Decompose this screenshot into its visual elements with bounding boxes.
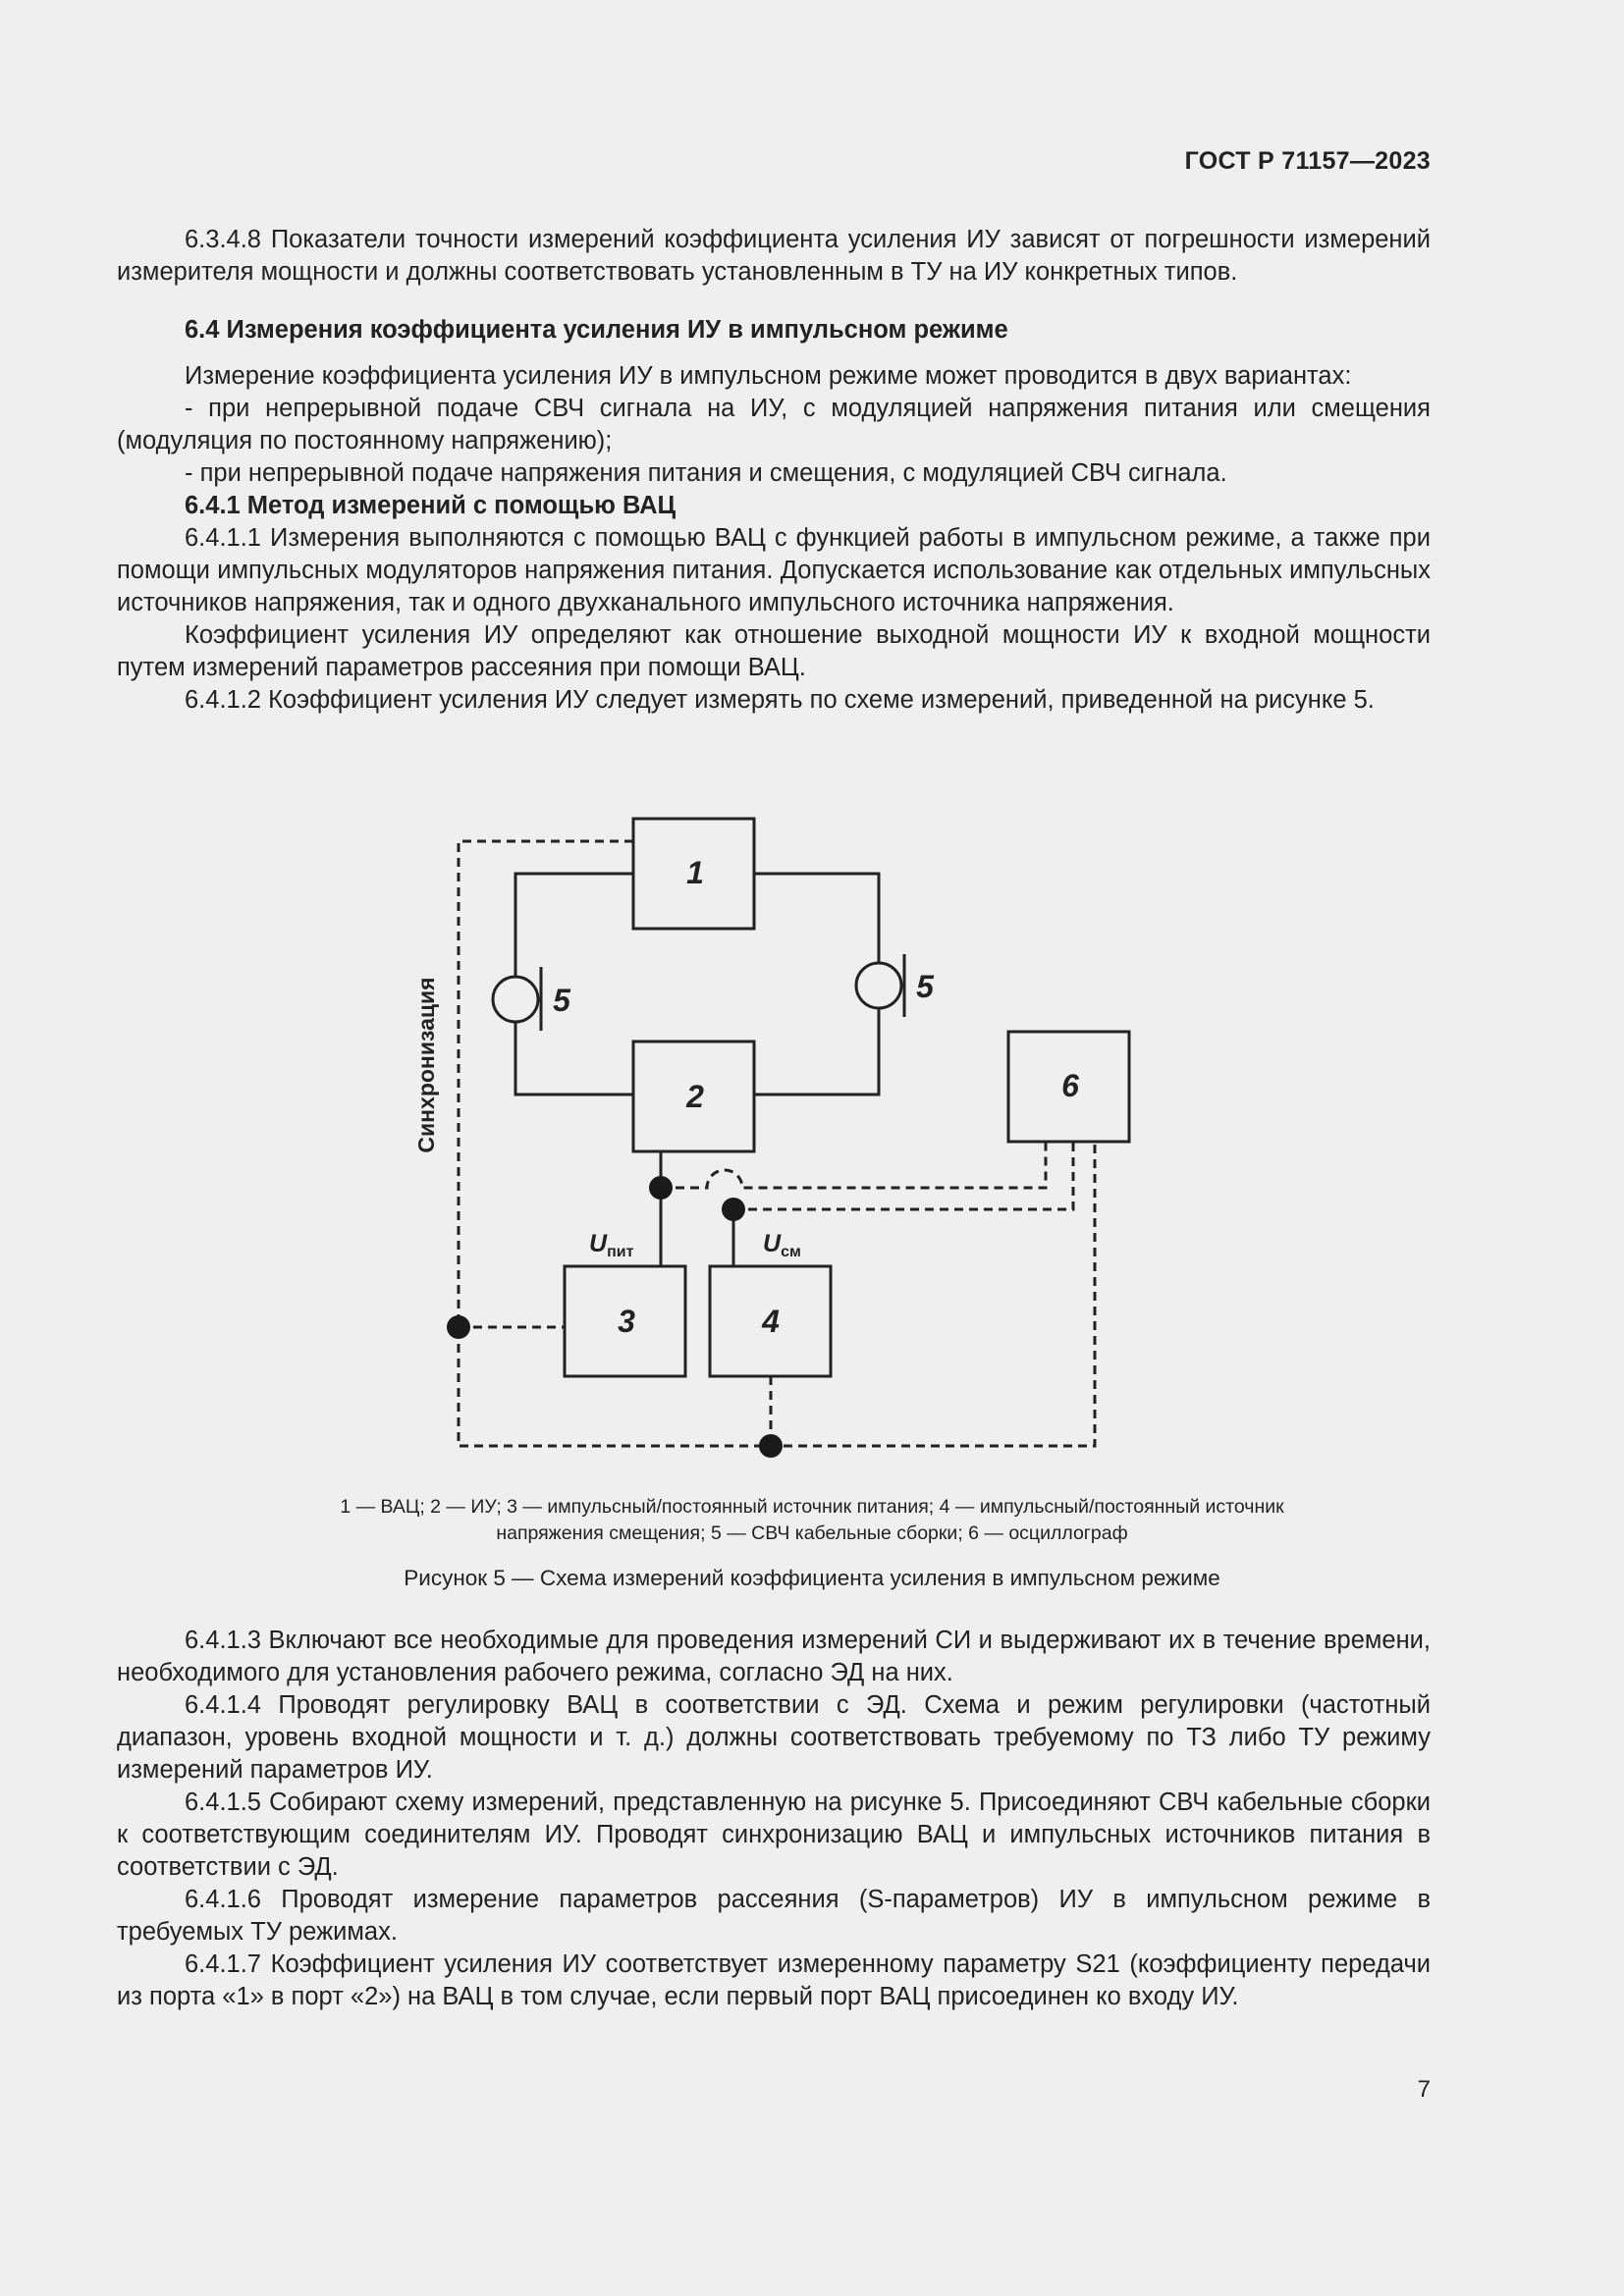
document-code: ГОСТ Р 71157—2023 bbox=[1184, 147, 1431, 175]
paragraph-gain-definition: Коэффициент усиления ИУ определяют как отношение выходной мощности ИУ к входной мощности путем измерений параметров рассеяния при помощи ВАЦ. bbox=[117, 621, 1431, 681]
paragraph-variant-1: - при непрерывной подаче СВЧ сигнала на ИУ, с модуляцией напряжения питания или смещения (модуляция по постоянному напряжению); bbox=[117, 395, 1431, 454]
label-block-2: 2 bbox=[686, 1079, 704, 1114]
junction-dot-pit bbox=[649, 1176, 673, 1200]
cable-left-bottom bbox=[515, 1023, 633, 1095]
section-6-4 bbox=[117, 314, 1431, 347]
u-sm-label: $U_{см}$ bbox=[763, 1230, 801, 1260]
label-block-1: 1 bbox=[686, 855, 704, 890]
paragraph-6348: 6.3.4.8 Показатели точности измерений коэффициента усиления ИУ зависят от погрешности измерений измерителя мощности и должны соответствовать установленным в ТУ на ИУ конкретных типов. bbox=[117, 226, 1431, 286]
junction-dot-sm bbox=[722, 1198, 745, 1221]
cable-assembly-right-circle bbox=[856, 963, 901, 1008]
label-block-6: 6 bbox=[1061, 1068, 1079, 1103]
legend-line-2: напряжения смещения; 5 — СВЧ кабельные сборки; 6 — осциллограф bbox=[496, 1522, 1128, 1544]
paragraph-6412: 6.4.1.2 Коэффициент усиления ИУ следует измерять по схеме измерений, приведенной на рисунке 5. bbox=[185, 686, 1375, 714]
label-block-4: 4 bbox=[762, 1304, 780, 1339]
figure-legend bbox=[157, 1494, 1467, 1547]
page-number: 7 bbox=[1417, 2076, 1431, 2103]
cable-assembly-left bbox=[493, 967, 541, 1031]
junction-dot-sync-3 bbox=[447, 1315, 470, 1339]
section-heading: 6.4 Измерения коэффициента усиления ИУ в импульсном режиме bbox=[185, 316, 1008, 344]
sync-label: Синхронизация bbox=[413, 977, 439, 1153]
paragraph-intro: Измерение коэффициента усиления ИУ в импульсном режиме может проводится в двух вариантах: bbox=[185, 362, 1352, 390]
paragraph-6411: 6.4.1.1 Измерения выполняются с помощью ВАЦ с функцией работы в импульсном режиме, а также при помощи импульсных модуляторов напряжения питания. Допускается использование как отдельных импульсных источников напряжения, так и одного двухканального импульсного источника напряжения. bbox=[117, 524, 1431, 616]
u-pit-label: $U_{пит}$ bbox=[589, 1230, 634, 1260]
label-cable-left: 5 bbox=[553, 983, 570, 1018]
cable-right-top bbox=[754, 874, 879, 962]
label-block-3: 3 bbox=[618, 1304, 635, 1339]
paragraph-variant-2: - при непрерывной подаче напряжения питания и смещения, с модуляцией СВЧ сигнала. bbox=[185, 459, 1227, 487]
legend-line-1: 1 — ВАЦ; 2 — ИУ; 3 — импульсный/постоянный источник питания; 4 — импульсный/постоянный источник bbox=[340, 1496, 1284, 1518]
cable-right-bottom bbox=[754, 1009, 879, 1095]
section-6-4-body bbox=[117, 360, 1431, 717]
paragraph-6413: 6.4.1.3 Включают все необходимые для проведения измерений СИ и выдерживают их в течение времени, необходимого для установления рабочего режима, согласно ЭД на них. bbox=[117, 1627, 1431, 1686]
paragraph-6415: 6.4.1.5 Собирают схему измерений, представленную на рисунке 5. Присоединяют СВЧ кабельные сборки к соответствующим соединителям ИУ. Проводят синхронизацию ВАЦ и импульсных источников питания в соответствии с ЭД. bbox=[117, 1789, 1431, 1881]
figure-caption: Рисунок 5 — Схема измерений коэффициента усиления в импульсном режиме bbox=[404, 1566, 1220, 1590]
paragraph-6416: 6.4.1.6 Проводят измерение параметров рассеяния (S-параметров) ИУ в импульсном режиме в требуемых ТУ режимах. bbox=[117, 1886, 1431, 1946]
section-after-figure bbox=[117, 1625, 1431, 2013]
junction-dot-sync-4 bbox=[759, 1434, 783, 1458]
cable-assembly-left-circle bbox=[493, 977, 538, 1022]
measurement-diagram bbox=[393, 800, 1178, 1487]
cable-left-top bbox=[515, 874, 633, 977]
section-top bbox=[117, 224, 1431, 289]
label-cable-right: 5 bbox=[916, 969, 934, 1004]
paragraph-6414: 6.4.1.4 Проводят регулировку ВАЦ в соответствии с ЭД. Схема и режим регулировки (частотный диапазон, уровень входной мощности и т. д.) должны соответствовать требуемому по ТЗ либо ТУ режиму измерений параметров ИУ. bbox=[117, 1691, 1431, 1784]
subsection-heading: 6.4.1 Метод измерений с помощью ВАЦ bbox=[185, 492, 677, 519]
probe-line-2 bbox=[733, 1142, 1073, 1209]
cable-assembly-right bbox=[856, 954, 904, 1017]
paragraph-6417: 6.4.1.7 Коэффициент усиления ИУ соответствует измеренному параметру S21 (коэффициенту передачи из порта «1» в порт «2») на ВАЦ в том случае, если первый порт ВАЦ присоединен ко входу ИУ. bbox=[117, 1950, 1431, 2010]
